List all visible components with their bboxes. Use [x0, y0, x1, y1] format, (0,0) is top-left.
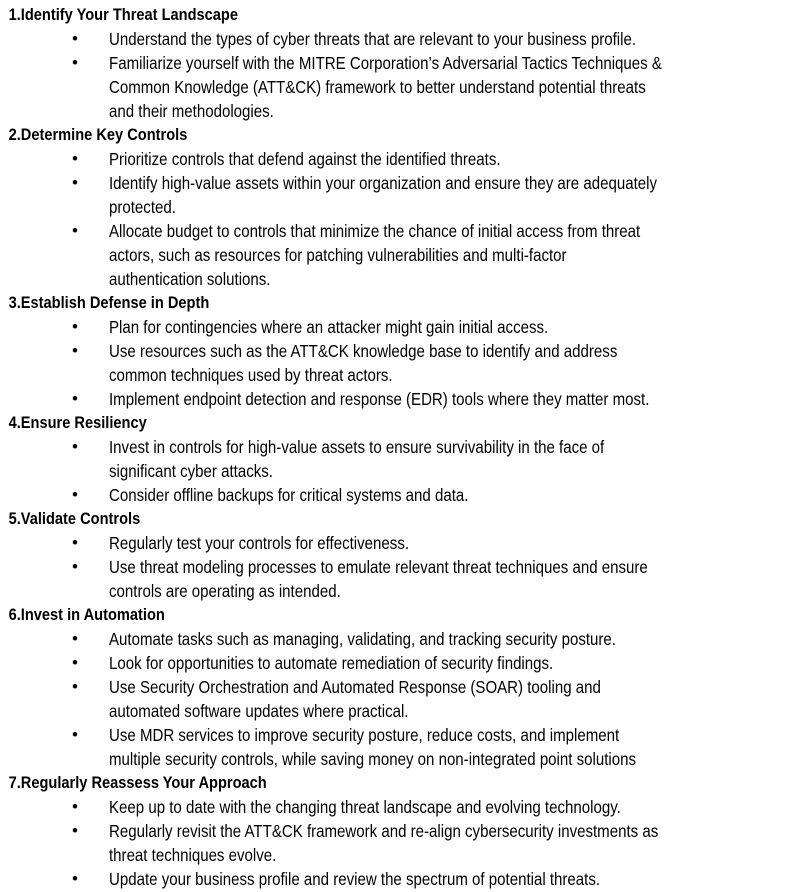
bullet-list	[0, 795, 786, 891]
bullet-list	[0, 531, 786, 603]
bullet-text-line: significant cyber attacks.	[109, 461, 273, 481]
bullet-dot-icon: •	[72, 677, 78, 696]
bullet-text-line: Implement endpoint detection and response (EDR) tools where they matter most.	[109, 389, 650, 409]
bullet-dot-icon: •	[72, 725, 78, 744]
bullet-dot-icon: •	[72, 149, 78, 168]
bullet-item	[0, 315, 786, 339]
bullet-item	[0, 627, 786, 651]
bullet-text-line: Identify high-value assets within your organization and ensure they are adequately	[109, 173, 658, 193]
section-3	[0, 291, 786, 411]
bullet-item	[0, 339, 786, 387]
bullet-dot-icon: •	[72, 797, 78, 816]
bullet-item	[0, 387, 786, 411]
bullet-text-line: authentication solutions.	[109, 269, 271, 289]
document-body	[0, 3, 786, 891]
section-2	[0, 123, 786, 291]
bullet-text-line: Use MDR services to improve security posture, reduce costs, and implement	[109, 725, 620, 745]
bullet-item	[0, 867, 786, 891]
bullet-text-line: Update your business profile and review the spectrum of potential threats.	[109, 869, 601, 889]
bullet-text-line: actors, such as resources for patching vulnerabilities and multi-factor	[109, 245, 567, 265]
bullet-item	[0, 819, 786, 867]
bullet-text-line: Understand the types of cyber threats that are relevant to your business profile.	[109, 29, 637, 49]
bullet-text-line: Automate tasks such as managing, validating, and tracking security posture.	[109, 629, 616, 649]
bullet-item	[0, 531, 786, 555]
bullet-item	[0, 147, 786, 171]
bullet-dot-icon: •	[72, 53, 78, 72]
bullet-item	[0, 171, 786, 219]
bullet-text-line: Consider offline backups for critical systems and data.	[109, 485, 469, 505]
section-7	[0, 771, 786, 891]
bullet-list	[0, 315, 786, 411]
section-heading: 4.Ensure Resiliency	[8, 413, 147, 432]
bullet-text-line: and their methodologies.	[109, 101, 274, 121]
bullet-text-line: automated software updates where practical.	[109, 701, 409, 721]
bullet-dot-icon: •	[72, 629, 78, 648]
bullet-text-line: Allocate budget to controls that minimize the chance of initial access from threat	[109, 221, 641, 241]
bullet-dot-icon: •	[72, 653, 78, 672]
bullet-dot-icon: •	[72, 821, 78, 840]
bullet-text-line: controls are operating as intended.	[109, 581, 341, 601]
bullet-dot-icon: •	[72, 29, 78, 48]
bullet-dot-icon: •	[72, 557, 78, 576]
bullet-item	[0, 51, 786, 123]
bullet-text-line: common techniques used by threat actors.	[109, 365, 393, 385]
bullet-list	[0, 147, 786, 291]
bullet-text-line: threat techniques evolve.	[109, 845, 277, 865]
bullet-text-line: Regularly test your controls for effectiveness.	[109, 533, 410, 553]
section-6	[0, 603, 786, 771]
bullet-dot-icon: •	[72, 317, 78, 336]
bullet-text-line: Look for opportunities to automate remediation of security findings.	[109, 653, 554, 673]
bullet-dot-icon: •	[72, 533, 78, 552]
bullet-text-line: Keep up to date with the changing threat landscape and evolving technology.	[109, 797, 621, 817]
section-5	[0, 507, 786, 603]
bullet-dot-icon: •	[72, 389, 78, 408]
bullet-list	[0, 627, 786, 771]
bullet-text-line: Use threat modeling processes to emulate relevant threat techniques and ensure	[109, 557, 648, 577]
bullet-text-line: multiple security controls, while saving money on non-integrated point solutions	[109, 749, 637, 769]
bullet-item	[0, 555, 786, 603]
section-heading: 2.Determine Key Controls	[8, 125, 188, 144]
bullet-item	[0, 219, 786, 291]
section-4	[0, 411, 786, 507]
bullet-item	[0, 651, 786, 675]
bullet-text-line: protected.	[109, 197, 176, 217]
bullet-text-line: Invest in controls for high-value assets to ensure survivability in the face of	[109, 437, 605, 457]
bullet-dot-icon: •	[72, 869, 78, 888]
bullet-item	[0, 435, 786, 483]
bullet-dot-icon: •	[72, 173, 78, 192]
section-heading: 6.Invest in Automation	[8, 605, 165, 624]
bullet-dot-icon: •	[72, 221, 78, 240]
section-1	[0, 3, 786, 123]
section-heading: 5.Validate Controls	[8, 509, 141, 528]
bullet-text-line: Regularly revisit the ATT&CK framework and re-align cybersecurity investments as	[109, 821, 659, 841]
bullet-item	[0, 27, 786, 51]
bullet-item	[0, 675, 786, 723]
bullet-text-line: Plan for contingencies where an attacker might gain initial access.	[109, 317, 549, 337]
bullet-item	[0, 723, 786, 771]
bullet-dot-icon: •	[72, 485, 78, 504]
bullet-text-line: Familiarize yourself with the MITRE Corporation’s Adversarial Tactics Techniques &	[109, 53, 662, 73]
bullet-dot-icon: •	[72, 341, 78, 360]
bullet-text-line: Use resources such as the ATT&CK knowledge base to identify and address	[109, 341, 618, 361]
bullet-list	[0, 27, 786, 123]
bullet-dot-icon: •	[72, 437, 78, 456]
section-heading: 3.Establish Defense in Depth	[8, 293, 210, 312]
section-heading: 1.Identify Your Threat Landscape	[8, 5, 238, 24]
bullet-text-line: Use Security Orchestration and Automated Response (SOAR) tooling and	[109, 677, 601, 697]
bullet-text-line: Prioritize controls that defend against the identified threats.	[109, 149, 501, 169]
section-heading: 7.Regularly Reassess Your Approach	[8, 773, 267, 792]
bullet-item	[0, 795, 786, 819]
bullet-list	[0, 435, 786, 507]
bullet-item	[0, 483, 786, 507]
bullet-text-line: Common Knowledge (ATT&CK) framework to better understand potential threats	[109, 77, 646, 97]
